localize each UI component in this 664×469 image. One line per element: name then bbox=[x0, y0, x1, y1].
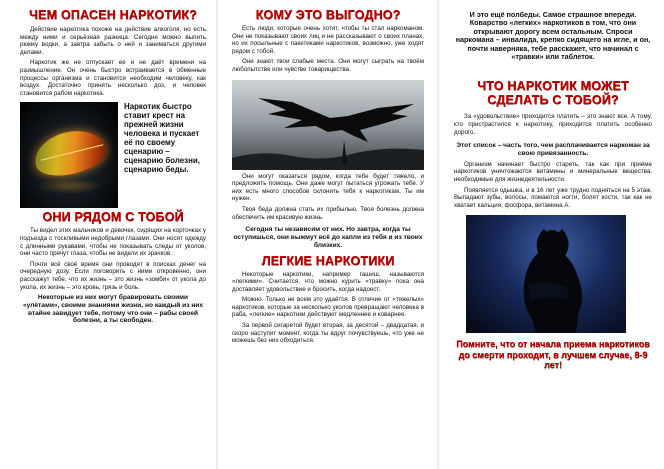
heading-who-benefits: КОМУ ЭТО ВЫГОДНО? bbox=[255, 8, 401, 22]
column-left bbox=[0, 0, 216, 469]
crow-photo bbox=[232, 80, 424, 170]
column-right bbox=[440, 0, 664, 469]
bold-paragraph: Этот список – часть того, чем расплачивается наркоман за свою привязанность. bbox=[456, 142, 650, 158]
column-middle bbox=[218, 0, 436, 469]
paragraph: Действие наркотика похоже на действие алкоголя, но есть между ними и серьёзная разница. Сегодня можно выпить рюмку водки, а завтра забыть о ней и заниматься другими делами. bbox=[20, 26, 206, 56]
bold-paragraph: Сегодня ты независим от них. Но завтра, когда ты оступишься, они выжмут всё до капли из тебя и из твоих близких. bbox=[233, 226, 423, 249]
heading-near-you: ОНИ РЯДОМ С ТОБОЙ bbox=[42, 210, 184, 225]
paragraph: Можно. Только не всем это удаётся. В отличие от «тяжелых» наркотиков, которые за несколько уколов превращают человека в раба, «легкие» наркотики действуют медленнее и коварнее. bbox=[232, 296, 424, 319]
paragraph: За первой сигаретой будет вторая, за десятой – двадцатая, и скоро наступит момент, когда ты вдруг почувствуешь, что уже не можешь без них обходиться. bbox=[232, 322, 424, 345]
paragraph: Твоя беда должна стать их прибылью. Твоя болезнь должна обеспечить им красивую жизнь. bbox=[232, 205, 424, 221]
paragraph: Наркотик же не отпускает ее и не даёт времени на размышление. Он очень быстро встраивается в обменные процессы организма и становится необходим человеку, как воздух. Достаточно принять несколько доз, и человек становится рабом наркотика. bbox=[20, 59, 206, 97]
paragraph: Некоторые наркотики, например гашиш, называются «легкими». Считается, что можно курить «травку» пока она доставляет удовольствие и бросить, когда надоест. bbox=[232, 270, 424, 293]
paragraph: Появляется одышка, и в 16 лет уже трудно подняться на 5 этаж. Выпадают зубы, волосы, ломаются ногти, болят кости, так как не хватает кальция, фосфора, витамина А. bbox=[454, 186, 652, 209]
autumn-leaf-photo bbox=[20, 102, 118, 208]
paragraph: Ты видел этих мальчиков и девочек, сидящих на корточках у подъезда с тоскливыми недобрыми глазами. Они носят одежду с длинными рукавами, чтобы не показывать следы от уколов, они часто прячут глаза, чтобы не видели их зрачков. bbox=[20, 227, 206, 258]
paragraph: Почти всё своё время они проводят в поисках денег на очередную дозу. Если поговорить с ними откровенно, они расскажут тебе, что их жизнь – это жизнь «зомби» от укола до укола, их жизнь – это кровь, грязь и боль. bbox=[20, 260, 206, 291]
paragraph: За «удовольствие» приходится платить – это знают все. А тому, кто пристрастился к наркотику, приходится платить особенно дорого. bbox=[454, 113, 652, 136]
paragraph: Организм начинает быстро стареть, так как при приёме наркотиков уничтожаются витамины и минеральные вещества, необходимые для жизнедеятельности. bbox=[454, 160, 652, 183]
final-warning: Помните, что от начала приема наркотиков до смерти проходит, в лучшем случае, 8-9 лет! bbox=[456, 339, 650, 371]
fold-line bbox=[437, 0, 439, 469]
paragraph: Они могут оказаться рядом, когда тебе будет тяжело, и предложить помощь. Они даже могут пытаться угрожать тебе. У них есть много способов склонить тебя к наркотикам. Ты им нужен. bbox=[232, 172, 424, 203]
bold-paragraph: Некоторые из них могут бравировать своими «улётами», своими знаниями жизни, но каждый из них втайне завидует тебе, потому что они – рабы своей болезни, а ты свободен. bbox=[22, 294, 204, 325]
heading-light-drugs: ЛЕГКИЕ НАРКОТИКИ bbox=[261, 253, 395, 268]
paragraph: Есть люди, которые очень хотят, чтобы ты стал наркоманом. Они не показывают своих лиц и не рассказывают о своих планах, но их посыльные с пакетиками наркотиков, возможно, уже ходят рядом с тобой. bbox=[232, 25, 424, 55]
heading-what-drug-does: ЧТО НАРКОТИК МОЖЕТ СДЕЛАТЬ С ТОБОЙ? bbox=[477, 79, 629, 108]
heading-danger: ЧЕМ ОПАСЕН НАРКОТИК? bbox=[29, 8, 197, 22]
paragraph: Они знают твои слабые места. Они могут сыграть на твоём любопытстве или чувстве товарищества. bbox=[232, 58, 424, 73]
leaf-block bbox=[20, 102, 206, 208]
leaf-caption: Наркотик быстро ставит крест на прежней жизни человека и пускает её по своему сценарию – сценарию болезни, сценарию беды. bbox=[124, 102, 200, 175]
sad-person-photo bbox=[466, 215, 626, 333]
intro-bold: И это ещё полбеды. Самое страшное впереди. Коварство «легких» наркотиков в том, что они открывают дорогу всем остальным. Спроси наркомана – инвалида, крепко сидящего на игле, и он, почти наверняка, тебе расскажет, что начинал с «травки» или таблеток. bbox=[455, 10, 651, 62]
